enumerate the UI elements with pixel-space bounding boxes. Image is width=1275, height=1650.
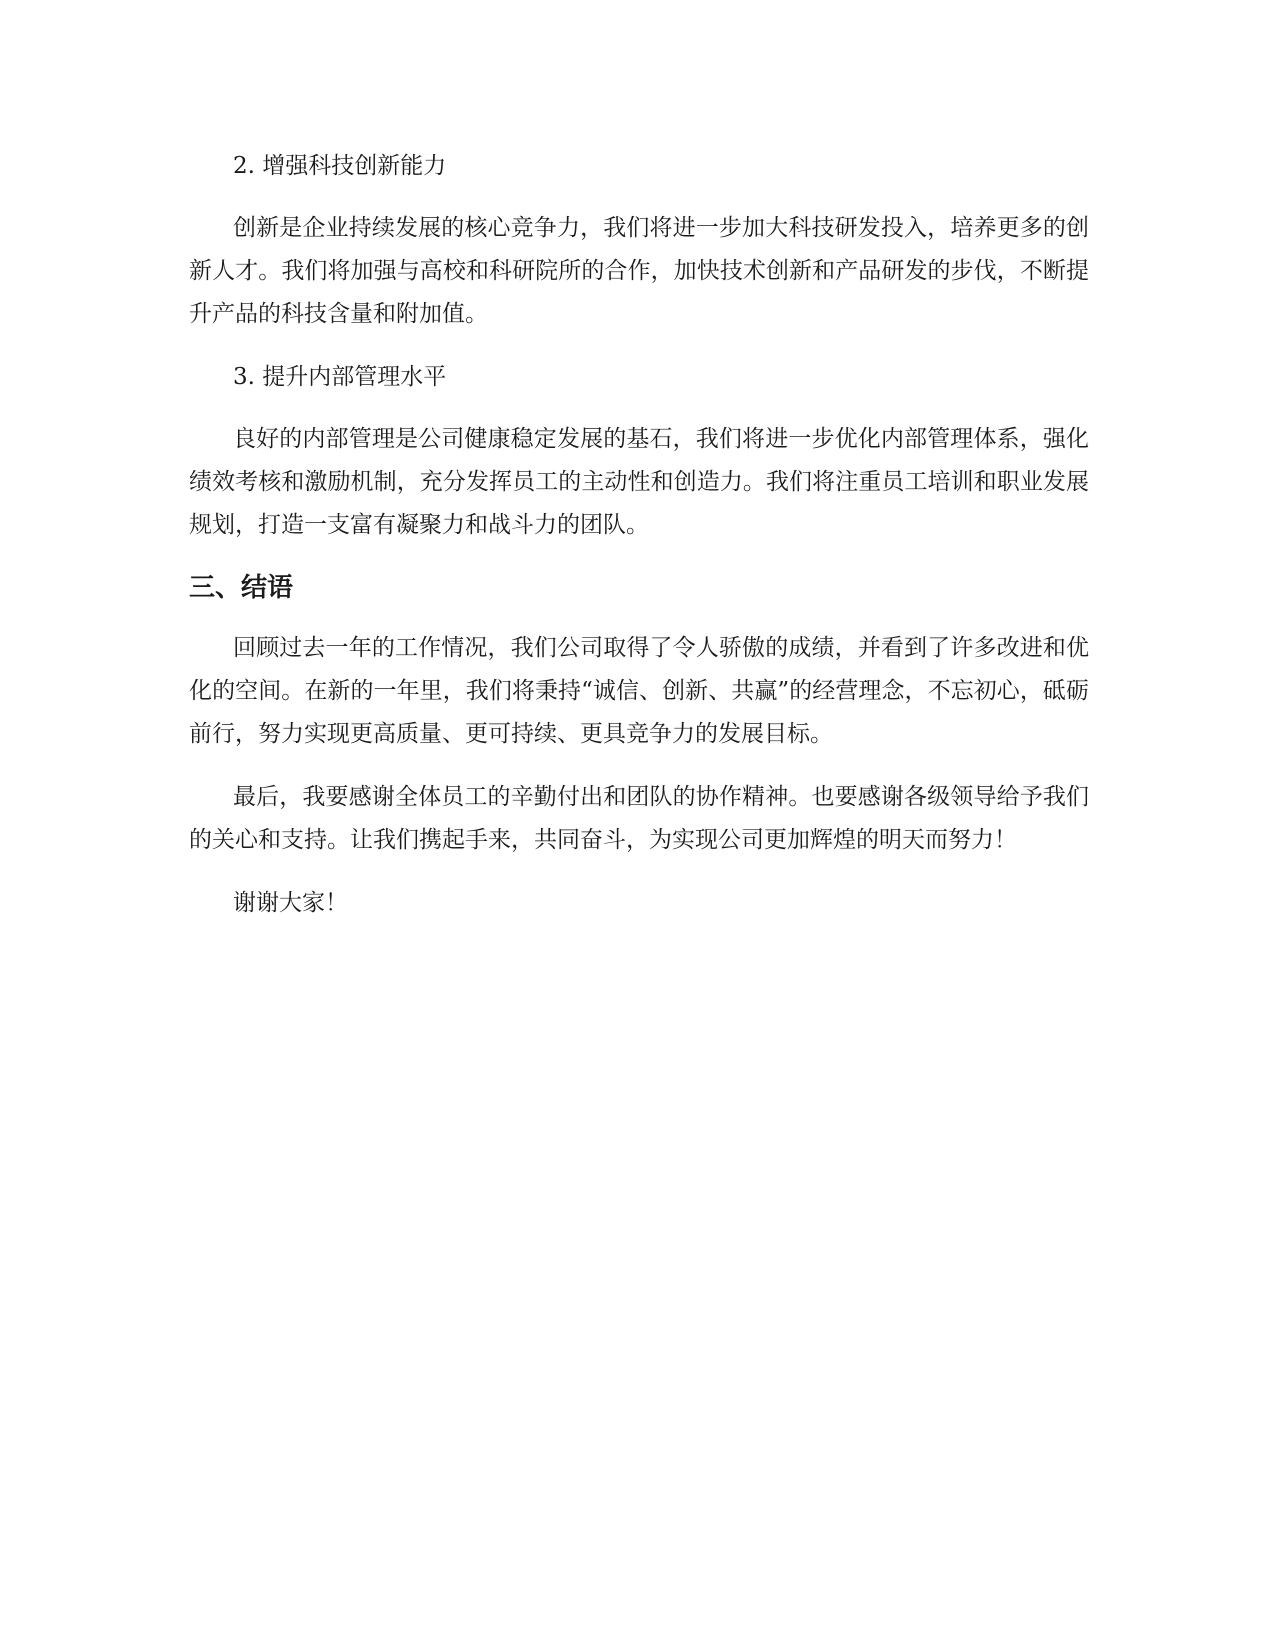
paragraph-thanks: 最后，我要感谢全体员工的辛勤付出和团队的协作精神。也要感谢各级领导给予我们的关心和支持。让我们携起手来，共同奋斗，为实现公司更加辉煌的明天而努力！ <box>189 784 1089 853</box>
paragraph-internal-management: 良好的内部管理是公司健康稳定发展的基石，我们将进一步优化内部管理体系，强化绩效考核和激励机制，充分发挥员工的主动性和创造力。我们将注重员工培训和职业发展规划，打造一支富有凝聚力和战斗力的团队。 <box>189 426 1089 538</box>
subheading-internal-management: 3. 提升内部管理水平 <box>233 364 447 390</box>
subheading-tech-innovation: 2. 增强科技创新能力 <box>233 153 447 179</box>
section-heading-conclusion: 三、结语 <box>189 573 294 603</box>
paragraph-review: 回顾过去一年的工作情况，我们公司取得了令人骄傲的成绩，并看到了许多改进和优化的空间。在新的一年里，我们将秉持“诚信、创新、共赢”的经营理念，不忘初心，砥砺前行，努力实现更高质量、更可持续、更具竞争力的发展目标。 <box>189 635 1089 747</box>
paragraph-tech-innovation: 创新是企业持续发展的核心竞争力，我们将进一步加大科技研发投入，培养更多的创新人才。我们将加强与高校和科研院所的合作，加快技术创新和产品研发的步伐，不断提升产品的科技含量和附加值。 <box>189 215 1089 327</box>
document-page <box>189 145 1089 945</box>
paragraph-closing: 谢谢大家！ <box>233 890 348 916</box>
